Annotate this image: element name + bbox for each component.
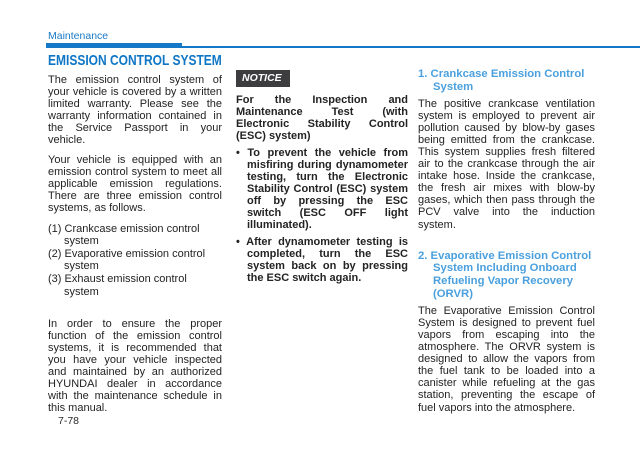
section-body-crankcase: The positive crankcase ventilation system is employed to prevent air pollution caused by blow-by gases being emitted from the crankcase. This system supplies fresh filtered air to the crankcase through the air intake hose. Inside the crankcase, the fresh air mixes with blow-by gases, which then pass through the PCV valve into the induction system. <box>418 97 595 231</box>
notice-column <box>236 70 408 288</box>
list-item-exhaust: (3) Exhaust emission control system <box>48 273 187 298</box>
header-accent-bar <box>46 43 182 48</box>
running-header-section-label: Maintenance <box>48 30 109 42</box>
header-rule-line <box>182 46 640 47</box>
section-heading-crankcase: 1. Crankcase Emission Control System <box>418 68 585 93</box>
list-item-crankcase: (1) Crankcase emission control system <box>48 223 200 248</box>
page-title: EMISSION CONTROL SYSTEM <box>48 52 222 69</box>
notice-intro: For the Inspection and Maintenance Test (with Electronic Stability Control (ESC) system) <box>236 93 408 142</box>
emission-systems-list <box>48 223 222 298</box>
list-item-evaporative: (2) Evaporative emission control system <box>48 248 206 273</box>
closing-paragraph: In order to ensure the proper function of the emission control systems, it is recommended that you have your vehicle inspected and maintained by an authorized HYUNDAI dealer in accordance with the maintenance schedule in this manual. <box>48 317 222 415</box>
notice-badge: NOTICE <box>236 70 290 87</box>
intro-paragraph-2: Your vehicle is equipped with an emission control system to meet all applicable emission regulations. There are three emission control systems, as follows. <box>48 153 222 214</box>
section-body-evaporative: The Evaporative Emission Control System is designed to prevent fuel vapors from escaping into the atmosphere. The ORVR system is designed to allow the vapors from the fuel tank to be loaded into a canister while refueling at the gas station, preventing the escape of fuel vapors into the atmosphere. <box>418 304 595 414</box>
notice-bullet-2: • After dynamometer testing is completed, turn the ESC system back on by pressing the ESC switch again. <box>236 236 408 284</box>
intro-paragraph-1: The emission control system of your vehicle is covered by a written limited warranty. Please see the warranty information contained in the Service Passport in your vehicle. <box>48 74 222 147</box>
page-number: 7-78 <box>58 415 80 427</box>
right-column <box>418 68 595 433</box>
notice-bullet-1: • To prevent the vehicle from misfiring during dynamometer testing, turn the Electronic Stability Control (ESC) system off by pressing the ESC switch (ESC OFF light illuminated). <box>236 147 408 232</box>
section-heading-evaporative: 2. Evaporative Emission Control System Including Onboard Refueling Vapor Recovery (ORVR) <box>418 249 592 301</box>
left-column <box>48 52 222 421</box>
